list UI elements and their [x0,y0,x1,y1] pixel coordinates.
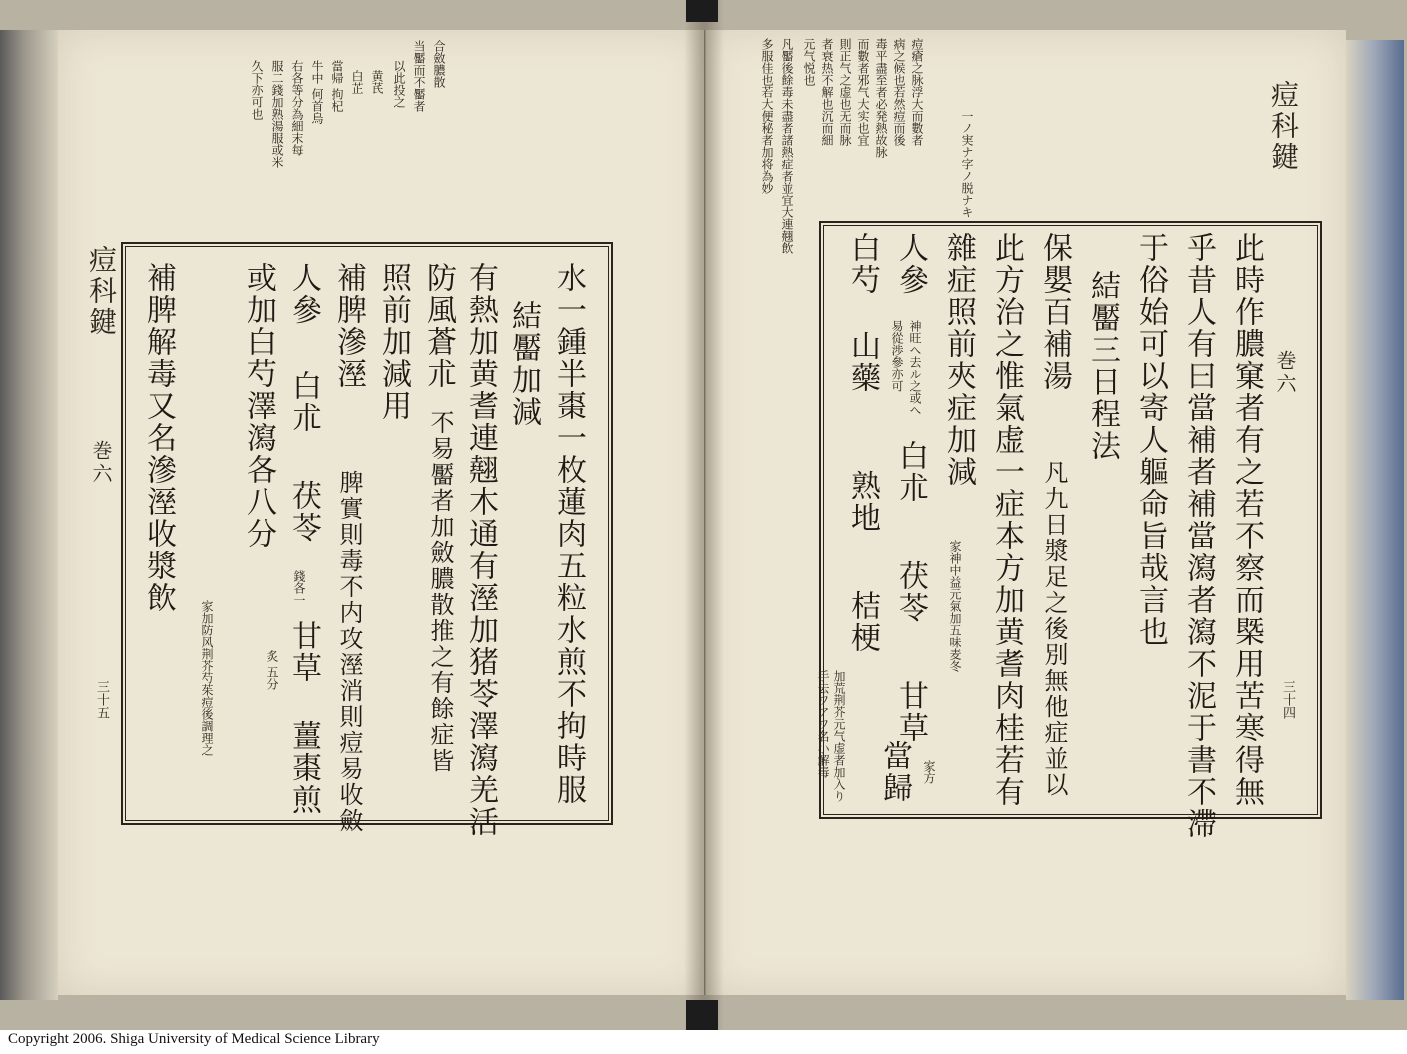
left-top-note-3: 以此投之 [392,60,406,108]
left-note-c: 錢各一 [292,570,306,606]
left-col-5: 照前加減用 [376,262,411,422]
left-note-a: 不易靨者加斂膿散推之有餘症皆 [426,410,454,774]
right-top-note-6: 者衰热不解也沉而細 [820,38,834,146]
right-col-13: 山藥 [845,330,880,394]
left-top-note-10: 久下亦可也 [250,60,264,120]
left-col-8: 白朮 [286,370,321,434]
right-col-9: 白朮 [893,440,928,504]
left-top-note-2: 当靨而不靨者 [412,40,426,112]
left-col-11: 或加白芍澤瀉各八分 [241,262,276,550]
right-top-note-4: 而數者邪气大实也宜 [856,38,870,146]
right-note-e: 加荒荆芥元气虚者加入り [832,670,846,802]
right-top-note-2: 病之候也若然痘而後 [892,38,906,146]
right-col-15: 桔梗 [845,590,880,654]
right-note-f: 手去ワアワ名小解毒 [816,670,830,778]
right-col-3: 于俗始可以寄人軀命旨哉言也 [1133,232,1168,648]
spine-binding-top [686,0,718,22]
left-col-4: 防風蒼朮 [421,262,456,390]
left-top-note-5: 白芷 [350,70,364,94]
right-note-g: 家方 [922,760,936,784]
left-top-note-7: 牛中 何首烏 [310,60,324,124]
left-col-3: 有熱加黄耆連翹木通有溼加猪苓澤瀉羌活 [463,262,498,838]
left-note-d: 炙 五分 [265,650,279,690]
right-col-8: 人參 [893,232,928,296]
right-note-c: 神旺へ去ル之或へ [908,320,922,416]
right-col-14: 熟地 [845,470,880,534]
left-margin-title: 痘科鍵 [85,245,118,338]
left-col-1: 水一鍾半棗一枚蓮肉五粒水煎不拘時服 [551,262,586,806]
left-col-7: 人參 [286,262,321,326]
right-col-16: 當歸 [877,740,912,804]
right-margin-volume: 巻六 [1273,350,1297,396]
book-spine [684,0,724,1030]
left-col-6: 補脾滲溼 [331,262,366,390]
right-margin-title: 痘科鍵 [1267,80,1300,173]
right-col-1: 此時作膿窠者有之若不察而槩用苦寒得無 [1229,232,1264,808]
right-col-11: 甘草 [893,680,928,744]
right-top-note-10: 多服佳也若大便秘者加将為妙 [760,38,774,194]
right-col-6: 此方治之惟氣虚一症本方加黄耆肉桂若有 [989,232,1024,808]
left-col-12: 補脾解毒又名滲溼收漿飲 [141,262,176,614]
copyright-notice: Copyright 2006. Shiga University of Medical Science Library [8,1031,380,1047]
left-note-e: 薑棗煎 [286,720,321,816]
left-page-edge [0,30,58,1000]
left-margin-volume: 巻六 [89,440,113,486]
right-col-7: 雜症照前夾症加減 [941,232,976,488]
left-top-note-1: 合斂膿散 [432,40,446,88]
left-page-number: 三十五 [94,680,109,719]
left-top-note-4: 黄芪 [370,70,384,94]
right-col-4: 結靨三日程法 [1085,270,1120,462]
right-top-note-9: 凡靨後餘毒未盡者諸熱症者並宜大連翹飲 [780,38,794,254]
right-note-a: 凡九日漿足之後別無他症並以 [1040,460,1068,798]
left-note-f: 家加防风荆芥芍茱痘後調理之 [200,600,214,756]
right-top-note-1: 痘瘡之脉浮大而數者 [910,38,924,146]
right-col-12: 白芍 [845,232,880,296]
right-col-5: 保嬰百補湯 [1037,232,1072,392]
right-note-d: 易從渉參亦可 [890,320,904,392]
right-page-number: 三十四 [1280,680,1295,719]
right-col-2: 乎昔人有曰當補者補當瀉者瀉不泥于書不滯 [1181,232,1216,840]
right-top-note-8: 一ノ実ナ字ノ脱ナキ [960,110,974,218]
right-top-note-3: 毒平盡至者必発熱故脉 [874,38,888,158]
left-note-b: 脾實則毒不内攻溼消則痘易收斂 [335,470,363,834]
left-top-note-9: 服二錢加熟湯服或米 [270,60,284,168]
left-top-note-8: 右各等分為細末每 [290,60,304,156]
left-top-note-6: 當帰 拘杞 [330,60,344,112]
right-note-b: 家神中益元氣加五味麦冬 [948,540,962,672]
right-top-note-5: 則正气之虚也无而脉 [838,38,852,146]
spine-binding-bottom [686,1000,718,1030]
right-page-edge [1346,40,1404,1000]
left-col-10: 甘草 [286,620,321,684]
right-top-note-7: 元气悦也 [802,38,816,86]
left-col-9: 茯苓 [286,480,321,544]
right-col-10: 茯苓 [893,560,928,624]
left-col-2: 結靨加減 [506,300,541,428]
